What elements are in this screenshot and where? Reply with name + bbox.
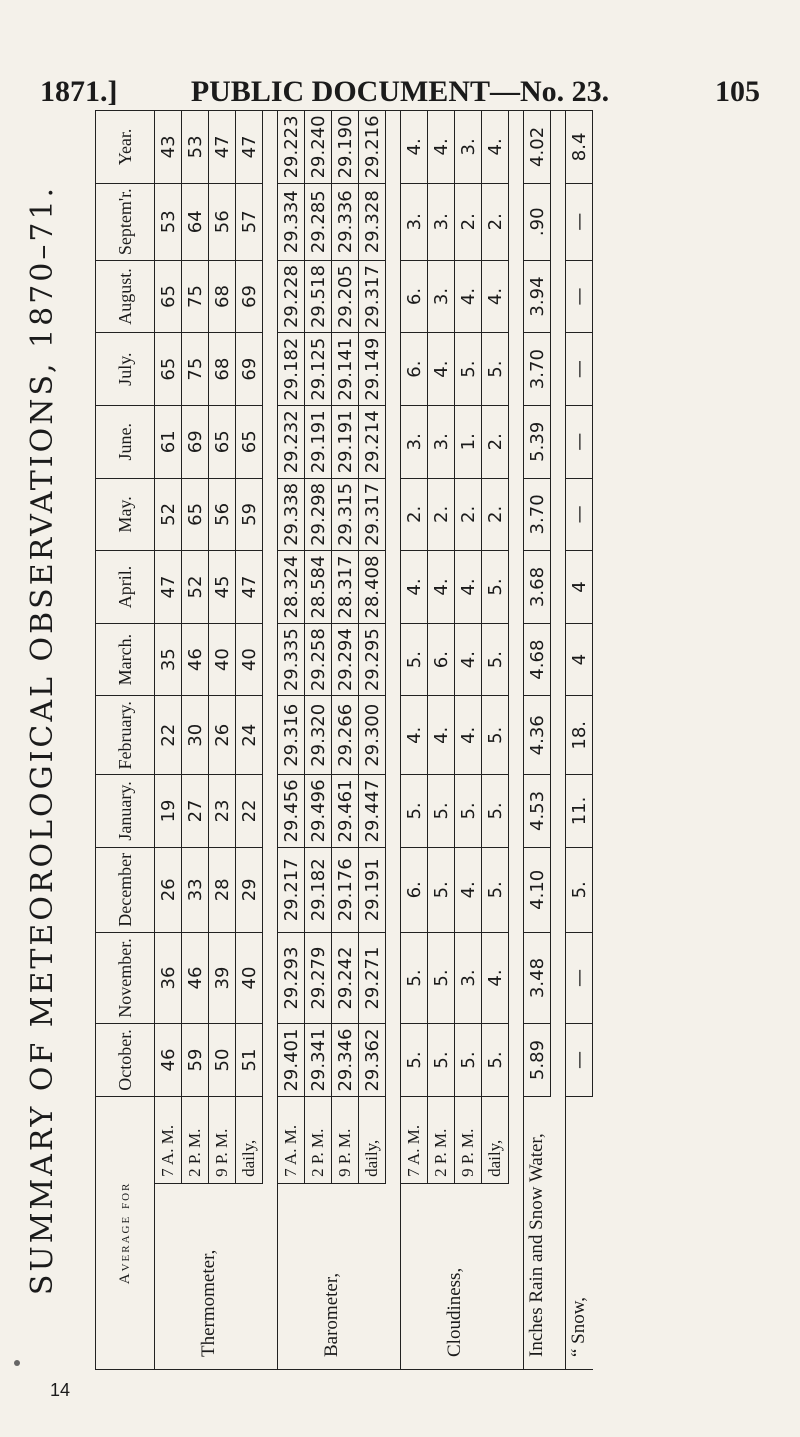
table-cell: 29.217 bbox=[278, 847, 305, 932]
table-cell: 4.53 bbox=[524, 775, 551, 848]
table-cell: 3. bbox=[455, 111, 482, 184]
table-cell: 4.36 bbox=[524, 696, 551, 775]
table-row bbox=[278, 111, 305, 1370]
row-time-label: daily, bbox=[482, 1096, 509, 1183]
table-cell: 29.461 bbox=[332, 775, 359, 848]
table-cell: 2. bbox=[455, 478, 482, 551]
table-cell: 4. bbox=[482, 111, 509, 184]
table-cell: 4. bbox=[428, 111, 455, 184]
table-cell: 56 bbox=[209, 478, 236, 551]
table-cell: 3.70 bbox=[524, 333, 551, 406]
table-cell: 6. bbox=[401, 260, 428, 333]
table-cell: 33 bbox=[182, 847, 209, 932]
table-cell: 47 bbox=[236, 111, 263, 184]
table-cell: 64 bbox=[182, 183, 209, 260]
table-cell: 75 bbox=[182, 260, 209, 333]
column-header-month: May. bbox=[96, 478, 155, 551]
table-cell: 4. bbox=[428, 696, 455, 775]
table-cell: 26 bbox=[209, 696, 236, 775]
table-row bbox=[155, 111, 182, 1370]
column-header-month: July. bbox=[96, 333, 155, 406]
column-header-average-for: Average for bbox=[96, 1096, 155, 1369]
column-header-month: March. bbox=[96, 623, 155, 696]
table-cell: 4. bbox=[401, 551, 428, 624]
group-label: Inches Rain and Snow Water, bbox=[524, 1096, 551, 1369]
table-cell: 5. bbox=[566, 847, 593, 932]
table-cell: 4. bbox=[401, 111, 428, 184]
group-label: Thermometer, bbox=[155, 1183, 263, 1369]
table-cell: 4. bbox=[455, 551, 482, 624]
table-row bbox=[524, 111, 551, 1370]
table-cell: 3. bbox=[428, 260, 455, 333]
table-cell: 50 bbox=[209, 1024, 236, 1097]
group-label: Cloudiness, bbox=[401, 1183, 509, 1369]
table-cell: 29.205 bbox=[332, 260, 359, 333]
table-cell: 2. bbox=[482, 405, 509, 478]
table-cell: 29.141 bbox=[332, 333, 359, 406]
header-title: PUBLIC DOCUMENT—No. 23. bbox=[190, 75, 610, 108]
group-spacer bbox=[386, 111, 401, 1370]
table-cell: 29.240 bbox=[305, 111, 332, 184]
column-header-month: June. bbox=[96, 405, 155, 478]
table-cell: 3. bbox=[428, 183, 455, 260]
table-cell: 5. bbox=[428, 932, 455, 1023]
table-cell: 23 bbox=[209, 775, 236, 848]
table-cell: — bbox=[566, 405, 593, 478]
row-time-label: 9 P. M. bbox=[332, 1096, 359, 1183]
table-cell: 29.149 bbox=[359, 333, 386, 406]
group-spacer bbox=[263, 111, 278, 1370]
table-cell: 4. bbox=[455, 847, 482, 932]
page-header bbox=[40, 75, 760, 115]
table-cell: 59 bbox=[236, 478, 263, 551]
column-header-month: February. bbox=[96, 696, 155, 775]
table-cell: 29.190 bbox=[332, 111, 359, 184]
table-cell: — bbox=[566, 333, 593, 406]
table-cell: 51 bbox=[236, 1024, 263, 1097]
table-cell: 36 bbox=[155, 932, 182, 1023]
table-cell: 61 bbox=[155, 405, 182, 478]
table-cell: 65 bbox=[182, 478, 209, 551]
row-time-label: 7 A. M. bbox=[155, 1096, 182, 1183]
row-time-label: 9 P. M. bbox=[455, 1096, 482, 1183]
table-cell: 3. bbox=[428, 405, 455, 478]
table-cell: 47 bbox=[209, 111, 236, 184]
table-cell: 19 bbox=[155, 775, 182, 848]
column-header-month: April. bbox=[96, 551, 155, 624]
table-cell: 29.315 bbox=[332, 478, 359, 551]
table-cell: 52 bbox=[182, 551, 209, 624]
table-cell: 29.401 bbox=[278, 1024, 305, 1097]
table-cell: 4. bbox=[482, 260, 509, 333]
table-cell: 4. bbox=[455, 623, 482, 696]
header-year: 1871.] bbox=[40, 75, 118, 108]
table-row bbox=[455, 111, 482, 1370]
table-cell: 29.346 bbox=[332, 1024, 359, 1097]
table-cell: 29.447 bbox=[359, 775, 386, 848]
table-cell: 3. bbox=[401, 183, 428, 260]
table-cell: 26 bbox=[155, 847, 182, 932]
table-cell: 29.298 bbox=[305, 478, 332, 551]
table-cell: 8.4 bbox=[566, 111, 593, 184]
table-row bbox=[359, 111, 386, 1370]
table-cell: 29.317 bbox=[359, 478, 386, 551]
table-cell: 45 bbox=[209, 551, 236, 624]
table-cell: 52 bbox=[155, 478, 182, 551]
table-cell: — bbox=[566, 478, 593, 551]
row-time-label: 2 P. M. bbox=[182, 1096, 209, 1183]
table-cell: 68 bbox=[209, 260, 236, 333]
table-cell: 39 bbox=[209, 932, 236, 1023]
table-cell: 65 bbox=[155, 333, 182, 406]
table-cell: 29.271 bbox=[359, 932, 386, 1023]
table-cell: 29.232 bbox=[278, 405, 305, 478]
table-cell: 27 bbox=[182, 775, 209, 848]
table-cell: 43 bbox=[155, 111, 182, 184]
table-cell: .90 bbox=[524, 183, 551, 260]
table-cell: 1. bbox=[455, 405, 482, 478]
table-cell: 68 bbox=[209, 333, 236, 406]
group-label: Barometer, bbox=[278, 1183, 386, 1369]
table-cell: 5. bbox=[455, 775, 482, 848]
table-cell: 28 bbox=[209, 847, 236, 932]
group-label: “ Snow, bbox=[566, 1096, 593, 1369]
table-cell: 65 bbox=[155, 260, 182, 333]
table-cell: 59 bbox=[182, 1024, 209, 1097]
table-cell: 6. bbox=[401, 847, 428, 932]
table-cell: 3.48 bbox=[524, 932, 551, 1023]
table-cell: 2. bbox=[455, 183, 482, 260]
row-time-label: 7 A. M. bbox=[401, 1096, 428, 1183]
table-cell: 29 bbox=[236, 847, 263, 932]
table-cell: 29.316 bbox=[278, 696, 305, 775]
table-cell: 29.191 bbox=[332, 405, 359, 478]
table-cell: 5. bbox=[482, 1024, 509, 1097]
table-cell: 4 bbox=[566, 623, 593, 696]
table-cell: 18. bbox=[566, 696, 593, 775]
table-cell: 46 bbox=[182, 623, 209, 696]
table-cell: 5. bbox=[428, 847, 455, 932]
row-time-label: 2 P. M. bbox=[428, 1096, 455, 1183]
table-cell: 47 bbox=[155, 551, 182, 624]
table-cell: — bbox=[566, 1024, 593, 1097]
table-row bbox=[401, 111, 428, 1370]
table-cell: 47 bbox=[236, 551, 263, 624]
group-spacer bbox=[551, 111, 566, 1370]
table-title: SUMMARY OF METEOROLOGICAL OBSERVATIONS, 1870–71. bbox=[25, 184, 60, 1296]
table-cell: 35 bbox=[155, 623, 182, 696]
table-row bbox=[482, 111, 509, 1370]
table-cell: 28.317 bbox=[332, 551, 359, 624]
header-page-number: 105 bbox=[715, 75, 760, 108]
table-cell: 29.338 bbox=[278, 478, 305, 551]
table-cell: 29.279 bbox=[305, 932, 332, 1023]
table-cell: — bbox=[566, 260, 593, 333]
table-cell: 29.456 bbox=[278, 775, 305, 848]
table-cell: 29.518 bbox=[305, 260, 332, 333]
table-cell: 29.214 bbox=[359, 405, 386, 478]
table-cell: 5. bbox=[401, 932, 428, 1023]
table-cell: — bbox=[566, 932, 593, 1023]
table-cell: 28.408 bbox=[359, 551, 386, 624]
table-cell: 5. bbox=[482, 696, 509, 775]
table-cell: 28.584 bbox=[305, 551, 332, 624]
table-cell: 4 bbox=[566, 551, 593, 624]
table-cell: 22 bbox=[155, 696, 182, 775]
table-cell: 4. bbox=[482, 932, 509, 1023]
table-cell: 4. bbox=[455, 260, 482, 333]
table-cell: 40 bbox=[236, 623, 263, 696]
table-cell: 3.94 bbox=[524, 260, 551, 333]
table-row bbox=[428, 111, 455, 1370]
table-cell: 29.328 bbox=[359, 183, 386, 260]
table-cell: 29.320 bbox=[305, 696, 332, 775]
column-header-month: January. bbox=[96, 775, 155, 848]
table-cell: 29.242 bbox=[332, 932, 359, 1023]
table-cell: 3.70 bbox=[524, 478, 551, 551]
table-cell: 4.02 bbox=[524, 111, 551, 184]
table-cell: 29.362 bbox=[359, 1024, 386, 1097]
table-cell: 57 bbox=[236, 183, 263, 260]
table-cell: 5. bbox=[482, 847, 509, 932]
table-cell: 29.300 bbox=[359, 696, 386, 775]
table-cell: 5. bbox=[455, 333, 482, 406]
table-cell: 29.266 bbox=[332, 696, 359, 775]
table-cell: 6. bbox=[428, 623, 455, 696]
table-cell: 69 bbox=[236, 260, 263, 333]
table-cell: 69 bbox=[236, 333, 263, 406]
table-cell: 22 bbox=[236, 775, 263, 848]
table-cell: 28.324 bbox=[278, 551, 305, 624]
group-spacer bbox=[509, 111, 524, 1370]
table-cell: 3. bbox=[401, 405, 428, 478]
column-header-month: Septem'r. bbox=[96, 183, 155, 260]
table-body bbox=[155, 111, 593, 1370]
table-row bbox=[332, 111, 359, 1370]
table-cell: 29.191 bbox=[305, 405, 332, 478]
table-cell: 29.295 bbox=[359, 623, 386, 696]
table-cell: 4. bbox=[401, 696, 428, 775]
table-cell: 29.216 bbox=[359, 111, 386, 184]
table-cell: 29.336 bbox=[332, 183, 359, 260]
table-cell: 29.341 bbox=[305, 1024, 332, 1097]
table-cell: 29.223 bbox=[278, 111, 305, 184]
table-cell: 29.228 bbox=[278, 260, 305, 333]
table-cell: 29.335 bbox=[278, 623, 305, 696]
table-cell: 5. bbox=[401, 623, 428, 696]
table-cell: 46 bbox=[155, 1024, 182, 1097]
table-cell: 4. bbox=[428, 551, 455, 624]
table-cell: 29.285 bbox=[305, 183, 332, 260]
table-cell: 53 bbox=[155, 183, 182, 260]
row-time-label: 9 P. M. bbox=[209, 1096, 236, 1183]
table-cell: 5. bbox=[428, 1024, 455, 1097]
table-row bbox=[182, 111, 209, 1370]
table-cell: 65 bbox=[209, 405, 236, 478]
table-cell: 5.39 bbox=[524, 405, 551, 478]
table-cell: 29.125 bbox=[305, 333, 332, 406]
table-cell: 2. bbox=[482, 478, 509, 551]
table-cell: 3.68 bbox=[524, 551, 551, 624]
table-cell: 4. bbox=[428, 333, 455, 406]
table-cell: 5. bbox=[455, 1024, 482, 1097]
table-cell: 40 bbox=[236, 932, 263, 1023]
table-cell: 5. bbox=[482, 333, 509, 406]
table-cell: 53 bbox=[182, 111, 209, 184]
table-cell: 5.89 bbox=[524, 1024, 551, 1097]
table-cell: 69 bbox=[182, 405, 209, 478]
table-cell: 5. bbox=[482, 623, 509, 696]
table-row bbox=[236, 111, 263, 1370]
table-header-row bbox=[96, 111, 155, 1370]
table-row bbox=[305, 111, 332, 1370]
rotated-table-region bbox=[25, 110, 735, 1370]
table-cell: 29.182 bbox=[305, 847, 332, 932]
table-cell: 6. bbox=[401, 333, 428, 406]
table-cell: 5. bbox=[401, 1024, 428, 1097]
table-cell: 29.317 bbox=[359, 260, 386, 333]
ink-speck bbox=[14, 1360, 20, 1366]
table-cell: 29.293 bbox=[278, 932, 305, 1023]
table-cell: 2. bbox=[428, 478, 455, 551]
table-cell: 2. bbox=[401, 478, 428, 551]
table-cell: 75 bbox=[182, 333, 209, 406]
footer-page-number: 14 bbox=[50, 1380, 71, 1400]
table-cell: 29.294 bbox=[332, 623, 359, 696]
table-cell: 3. bbox=[455, 932, 482, 1023]
table-cell: 4. bbox=[455, 696, 482, 775]
column-header-month: October. bbox=[96, 1024, 155, 1097]
row-time-label: daily, bbox=[359, 1096, 386, 1183]
table-cell: 29.191 bbox=[359, 847, 386, 932]
table-cell: 11. bbox=[566, 775, 593, 848]
column-header-month: November. bbox=[96, 932, 155, 1023]
table-row bbox=[209, 111, 236, 1370]
table-cell: 29.182 bbox=[278, 333, 305, 406]
table-cell: 5. bbox=[401, 775, 428, 848]
row-time-label: 2 P. M. bbox=[305, 1096, 332, 1183]
table-cell: 65 bbox=[236, 405, 263, 478]
table-cell: 4.68 bbox=[524, 623, 551, 696]
table-cell: 30 bbox=[182, 696, 209, 775]
table-cell: 46 bbox=[182, 932, 209, 1023]
table-cell: 5. bbox=[428, 775, 455, 848]
table-cell: 29.176 bbox=[332, 847, 359, 932]
table-cell: 56 bbox=[209, 183, 236, 260]
table-cell: 5. bbox=[482, 551, 509, 624]
column-header-month: December bbox=[96, 847, 155, 932]
table-cell: 29.258 bbox=[305, 623, 332, 696]
observations-table bbox=[95, 110, 593, 1370]
table-cell: 40 bbox=[209, 623, 236, 696]
column-header-year: Year. bbox=[96, 111, 155, 184]
table-cell: 2. bbox=[482, 183, 509, 260]
table-cell: 29.496 bbox=[305, 775, 332, 848]
table-cell: — bbox=[566, 183, 593, 260]
row-time-label: daily, bbox=[236, 1096, 263, 1183]
column-header-month: August. bbox=[96, 260, 155, 333]
table-cell: 29.334 bbox=[278, 183, 305, 260]
table-cell: 4.10 bbox=[524, 847, 551, 932]
row-time-label: 7 A. M. bbox=[278, 1096, 305, 1183]
table-row bbox=[566, 111, 593, 1370]
table-cell: 24 bbox=[236, 696, 263, 775]
table-cell: 5. bbox=[482, 775, 509, 848]
